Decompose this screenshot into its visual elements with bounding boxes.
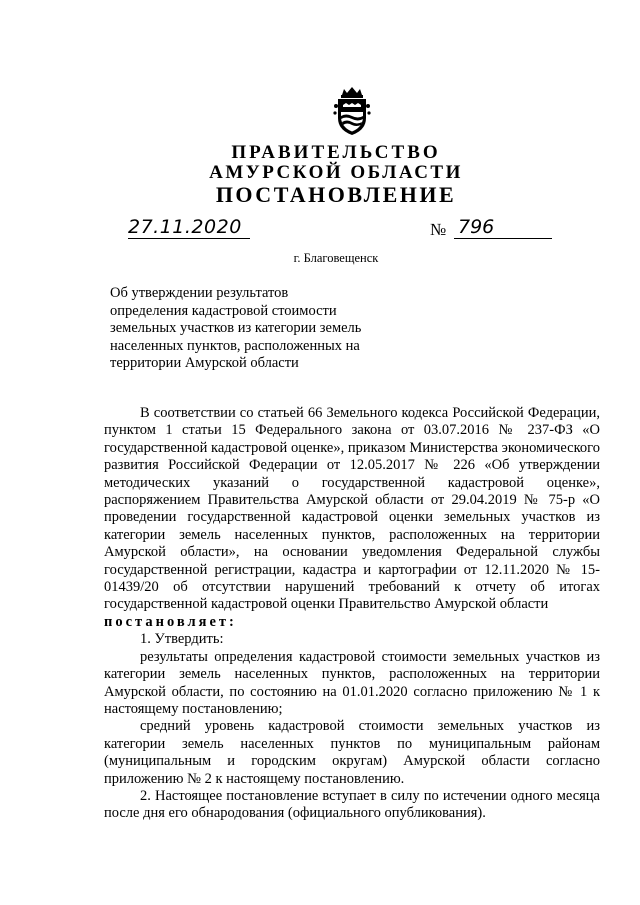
subject-line: населенных пунктов, расположенных на xyxy=(110,337,360,354)
document-type-title: ПОСТАНОВЛЕНИЕ xyxy=(215,182,457,207)
subject-line: Об утверждении результатов xyxy=(110,285,289,301)
handwritten-number: 796 xyxy=(458,216,495,238)
preamble-paragraph: В соответствии со статьей 66 Земельного кодекса Российской Федерации, пунктом 1 статьи 15 Федерального закона от 03.07.2016 № 237-ФЗ «О государственной кадастровой оценке», приказом Министерства экономического развития Российской Федерации от 12.05.2017 № 226 «Об утверждении методических указаний о государственной кадастровой оценке», распоряжением Правительства Амурской области от 29.04.2019 № 75-р «О проведении государственной кадастровой оценки земельных участков из категории земель населенных пунктов, расположенных на территории Амурской области», на основании уведомления Федеральной службы государственной регистрации, кадастра и картографии от 12.11.2020 № 15-01439/20 об отсутствии нарушений требований к отчету об итогах государственной кадастровой оценки Правительство Амурской области xyxy=(104,405,600,613)
organization-line-1: ПРАВИТЕЛЬСТВО xyxy=(231,142,441,163)
subject-line: территории Амурской области xyxy=(110,355,299,371)
item-2-paragraph: 2. Настоящее постановление вступает в силу по истечении одного месяца после дня его обнародования (официального опубликования). xyxy=(104,787,600,822)
document-body xyxy=(104,405,600,823)
subject-line: определения кадастровой стоимости xyxy=(110,302,337,319)
document-subject xyxy=(110,285,400,373)
decree-word: постановляет: xyxy=(104,613,237,630)
handwritten-date: 27.11.2020 xyxy=(128,216,242,238)
amur-region-coat-of-arms-icon xyxy=(330,86,374,136)
city-line: г. Благовещенск xyxy=(293,251,379,265)
date-field xyxy=(128,218,250,239)
item-1a-paragraph: результаты определения кадастровой стоимости земельных участков из категории земель населенных пунктов, расположенных на территории Амурской области, по состоянию на 01.01.2020 согласно приложению № 1 к настоящему постановлению; xyxy=(104,648,600,717)
number-label: № xyxy=(430,220,447,239)
item-1-heading: 1. Утвердить: xyxy=(140,631,224,648)
number-field xyxy=(454,218,552,239)
subject-line: земельных участков из категории земель xyxy=(110,320,362,336)
item-1b-paragraph: средний уровень кадастровой стоимости земельных участков из категории земель населенных пунктов по муниципальным районам (муниципальным и городским округам) Амурской области согласно приложению № 2 к настоящему постановлению. xyxy=(104,718,600,787)
organization-line-2: АМУРСКОЙ ОБЛАСТИ xyxy=(209,162,463,183)
